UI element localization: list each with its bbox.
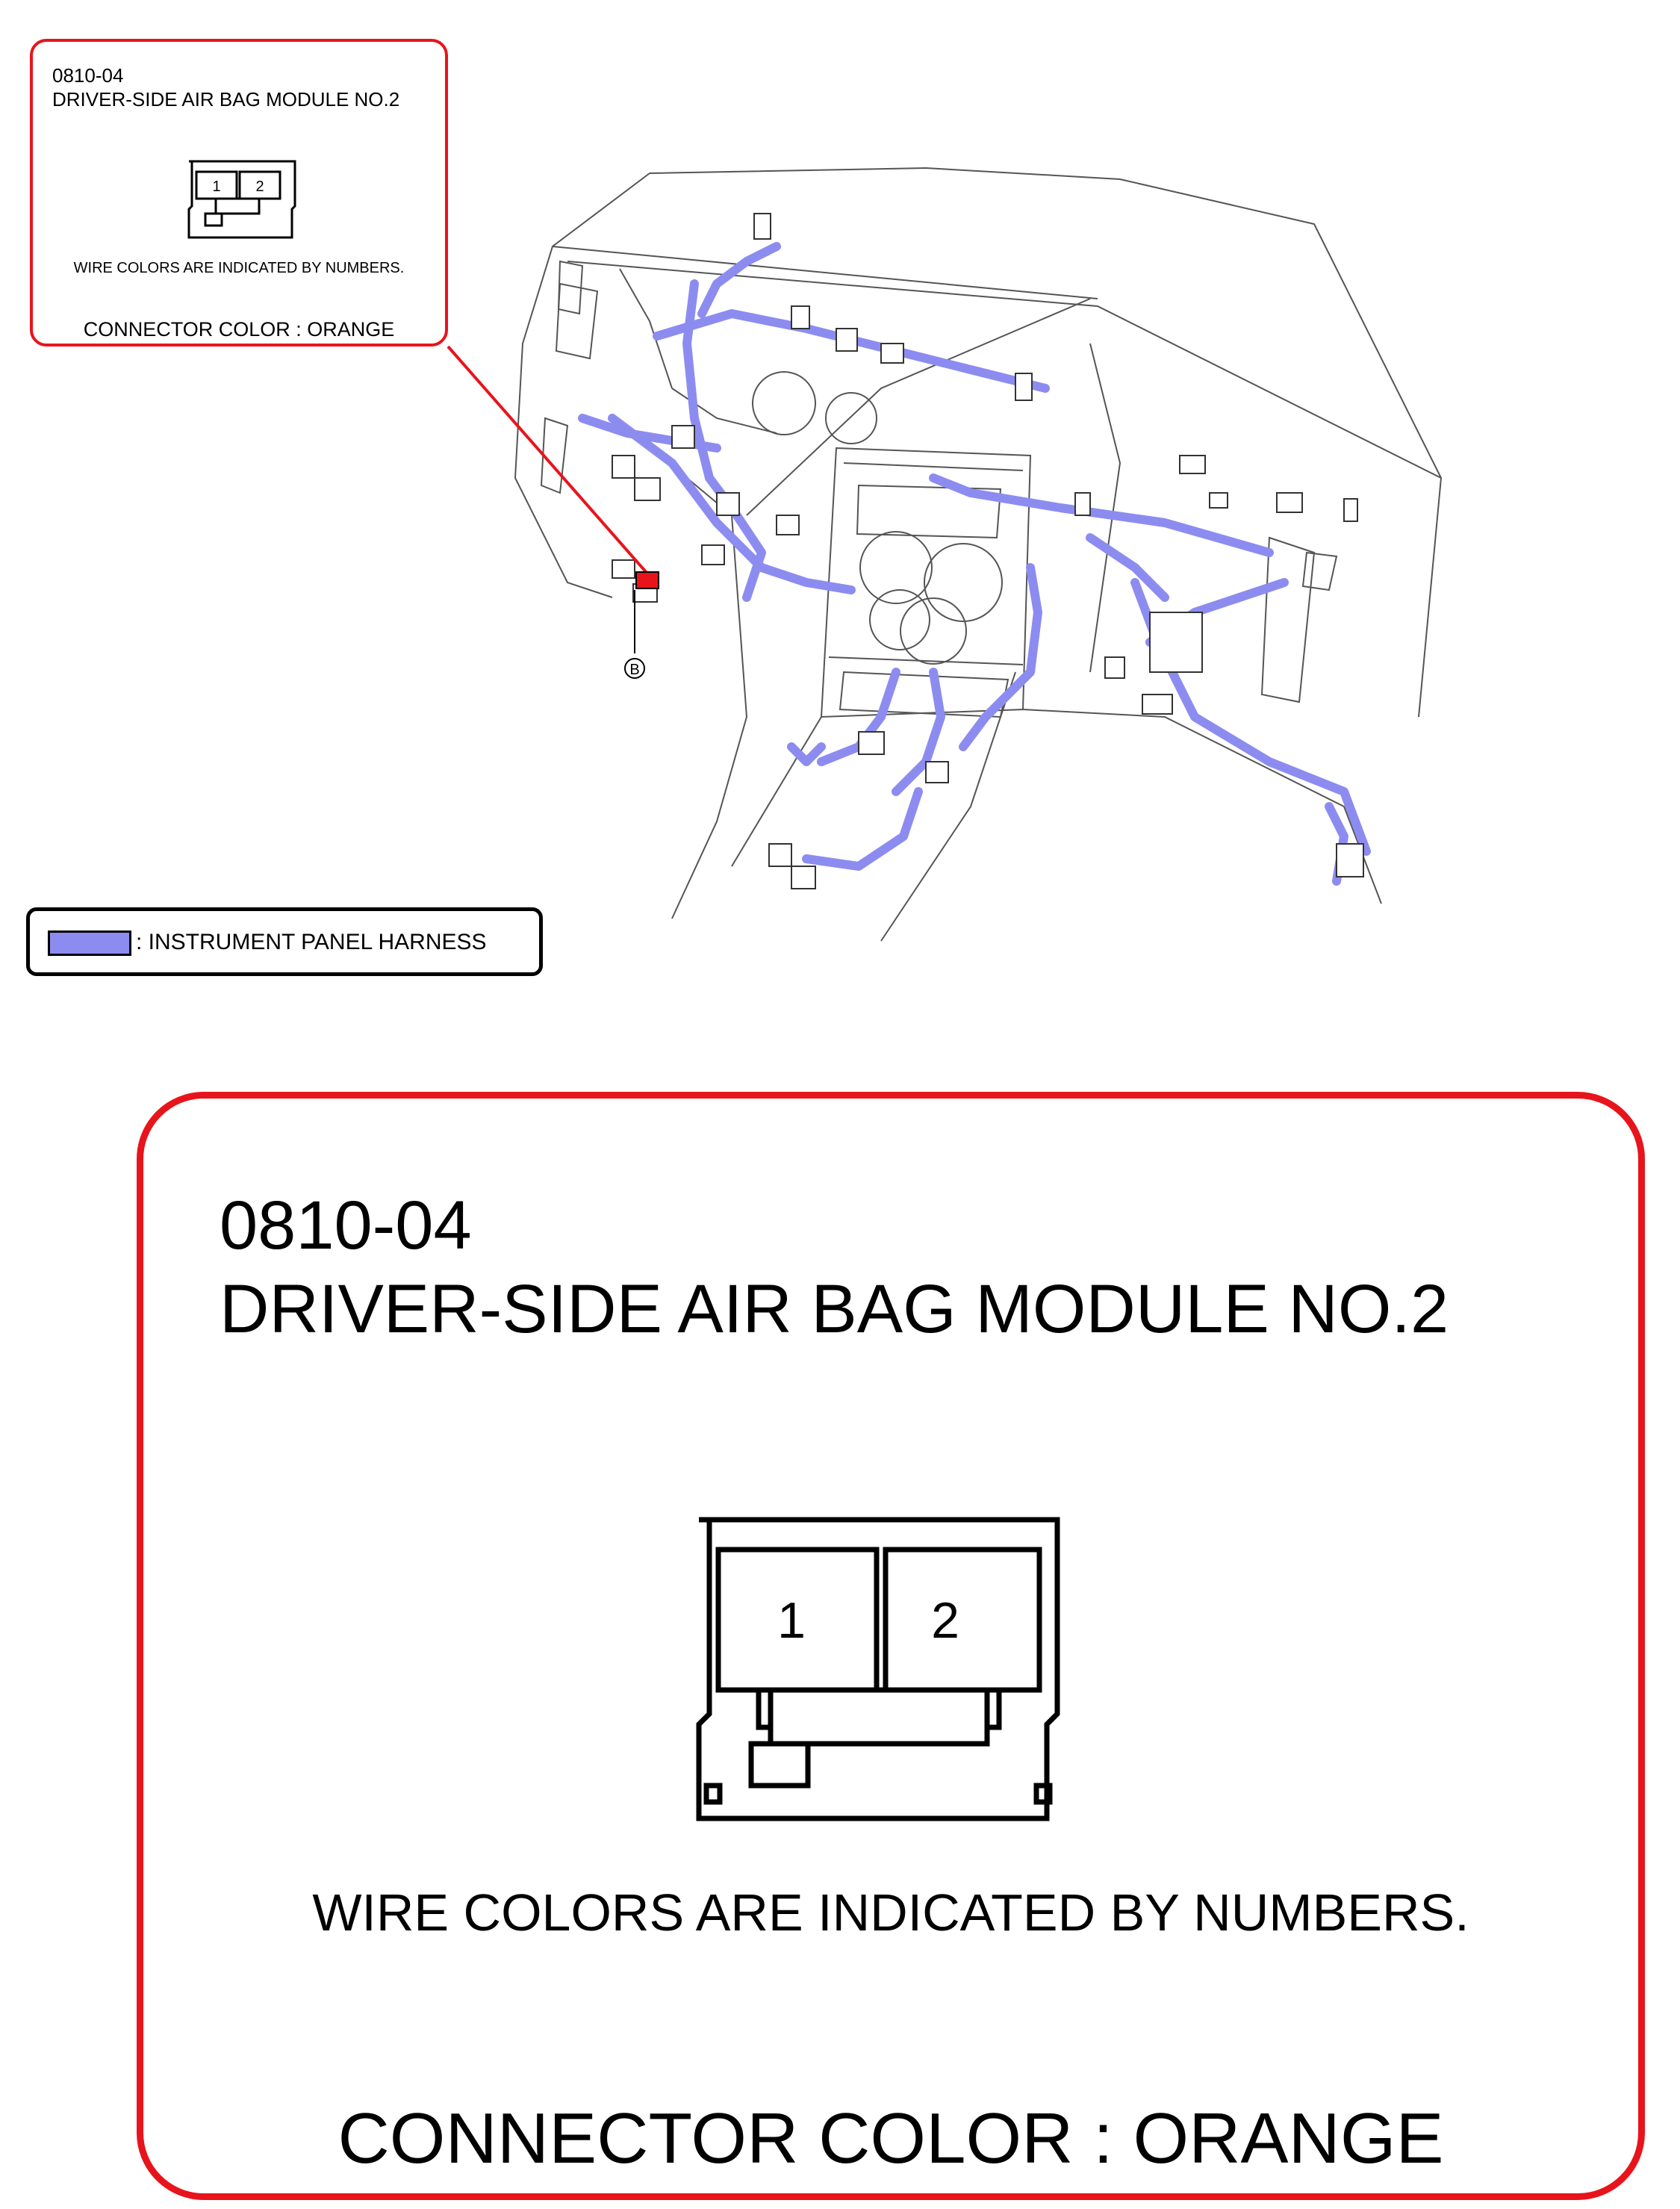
dashboard-outline <box>515 168 1441 941</box>
wire-color-note: WIRE COLORS ARE INDICATED BY NUMBERS. <box>73 260 405 276</box>
connector-callout-large <box>137 1092 1645 2200</box>
connector-color-text: CONNECTOR COLOR : ORANGE <box>83 318 395 341</box>
connector-face-diagram-small <box>186 158 298 240</box>
wire-color-note-large: WIRE COLORS ARE INDICATED BY NUMBERS. <box>312 1883 1469 1942</box>
pin-2-label-small: 2 <box>255 178 264 195</box>
instrument-panel-harness <box>582 246 1366 881</box>
target-connector-highlight <box>636 572 659 588</box>
connector-callout-small <box>30 39 448 347</box>
pin-1-label-small: 1 <box>212 178 221 195</box>
connector-code: 0810-04 <box>52 64 124 87</box>
connector-face-diagram-large <box>696 1517 1062 1823</box>
pin-1-label: 1 <box>777 1592 806 1649</box>
harness-legend-label: : INSTRUMENT PANEL HARNESS <box>136 930 487 954</box>
connector-name-large: DRIVER-SIDE AIR BAG MODULE NO.2 <box>220 1271 1449 1347</box>
harness-color-swatch <box>48 930 131 956</box>
harness-legend <box>26 907 543 976</box>
location-marker-label: B <box>629 662 640 678</box>
connector-color-text-large: CONNECTOR COLOR : ORANGE <box>337 2098 1444 2178</box>
connector-code-large: 0810-04 <box>220 1187 472 1264</box>
pin-2-label: 2 <box>931 1592 959 1649</box>
connector-name: DRIVER-SIDE AIR BAG MODULE NO.2 <box>52 88 400 111</box>
